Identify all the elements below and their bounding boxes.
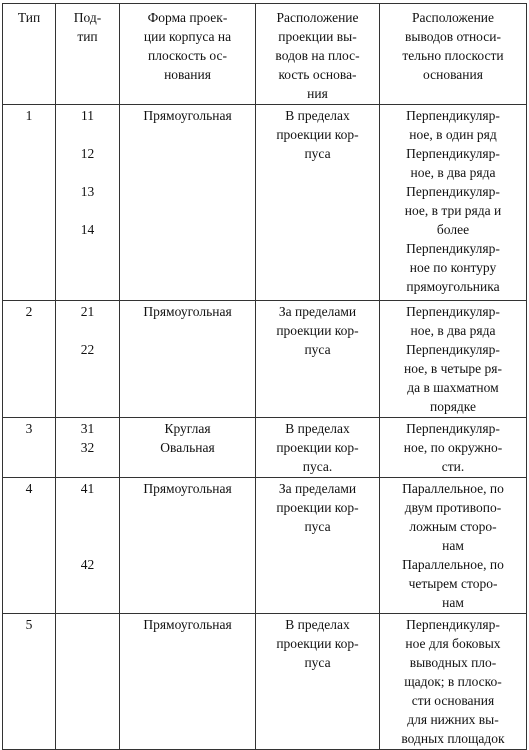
type-cell: 1 (3, 105, 56, 301)
table-row (3, 478, 527, 614)
header-row (3, 4, 527, 105)
table-row (3, 418, 527, 478)
projection-cell: В пределах проекции кор- пуса. (256, 418, 380, 478)
type-cell: 5 (3, 614, 56, 750)
type-cell: 3 (3, 418, 56, 478)
subtype-cell (56, 614, 120, 750)
projection-cell: В пределах проекции кор- пуса (256, 614, 380, 750)
classification-table (2, 3, 527, 750)
projection-cell: За пределами проекции кор- пуса (256, 301, 380, 418)
subtype-cell: 21 22 (56, 301, 120, 418)
projection-cell: За пределами проекции кор- пуса (256, 478, 380, 614)
shape-cell: Круглая Овальная (120, 418, 256, 478)
relative-cell: Параллельное, по двум противопо- ложным сторо- нам Параллельное, по четырем сторо- нам (380, 478, 527, 614)
projection-cell: В пределах проекции кор- пуса (256, 105, 380, 301)
relative-cell: Перпендикуляр- ное, в один ряд Перпендикуляр- ное, в два ряда Перпендикуляр- ное, в три ряда и более Перпендикуляр- ное по контуру прямоугольника (380, 105, 527, 301)
type-cell: 4 (3, 478, 56, 614)
header-subtype: Под- тип (56, 4, 120, 105)
header-type: Тип (3, 4, 56, 105)
shape-cell: Прямоугольная (120, 478, 256, 614)
header-body-shape: Форма проек- ции корпуса на плоскость ос- нования (120, 4, 256, 105)
subtype-cell: 11 12 13 14 (56, 105, 120, 301)
header-pins-relative: Расположение выводов относи- тельно плоскости основания (380, 4, 527, 105)
table-row (3, 614, 527, 750)
shape-cell: Прямоугольная (120, 301, 256, 418)
table-row (3, 301, 527, 418)
relative-cell: Перпендикуляр- ное для боковых выводных пло- щадок; в плоско- сти основания для нижних вы- водных площадок (380, 614, 527, 750)
subtype-cell: 31 32 (56, 418, 120, 478)
type-cell: 2 (3, 301, 56, 418)
shape-cell: Прямоугольная (120, 105, 256, 301)
subtype-cell: 41 42 (56, 478, 120, 614)
table-row (3, 105, 527, 301)
shape-cell: Прямоугольная (120, 614, 256, 750)
header-pins-on-plane: Расположение проекции вы- водов на плос- кость основа- ния (256, 4, 380, 105)
relative-cell: Перпендикуляр- ное, по окружно- сти. (380, 418, 527, 478)
relative-cell: Перпендикуляр- ное, в два ряда Перпендикуляр- ное, в четыре ря- да в шахматном порядке (380, 301, 527, 418)
